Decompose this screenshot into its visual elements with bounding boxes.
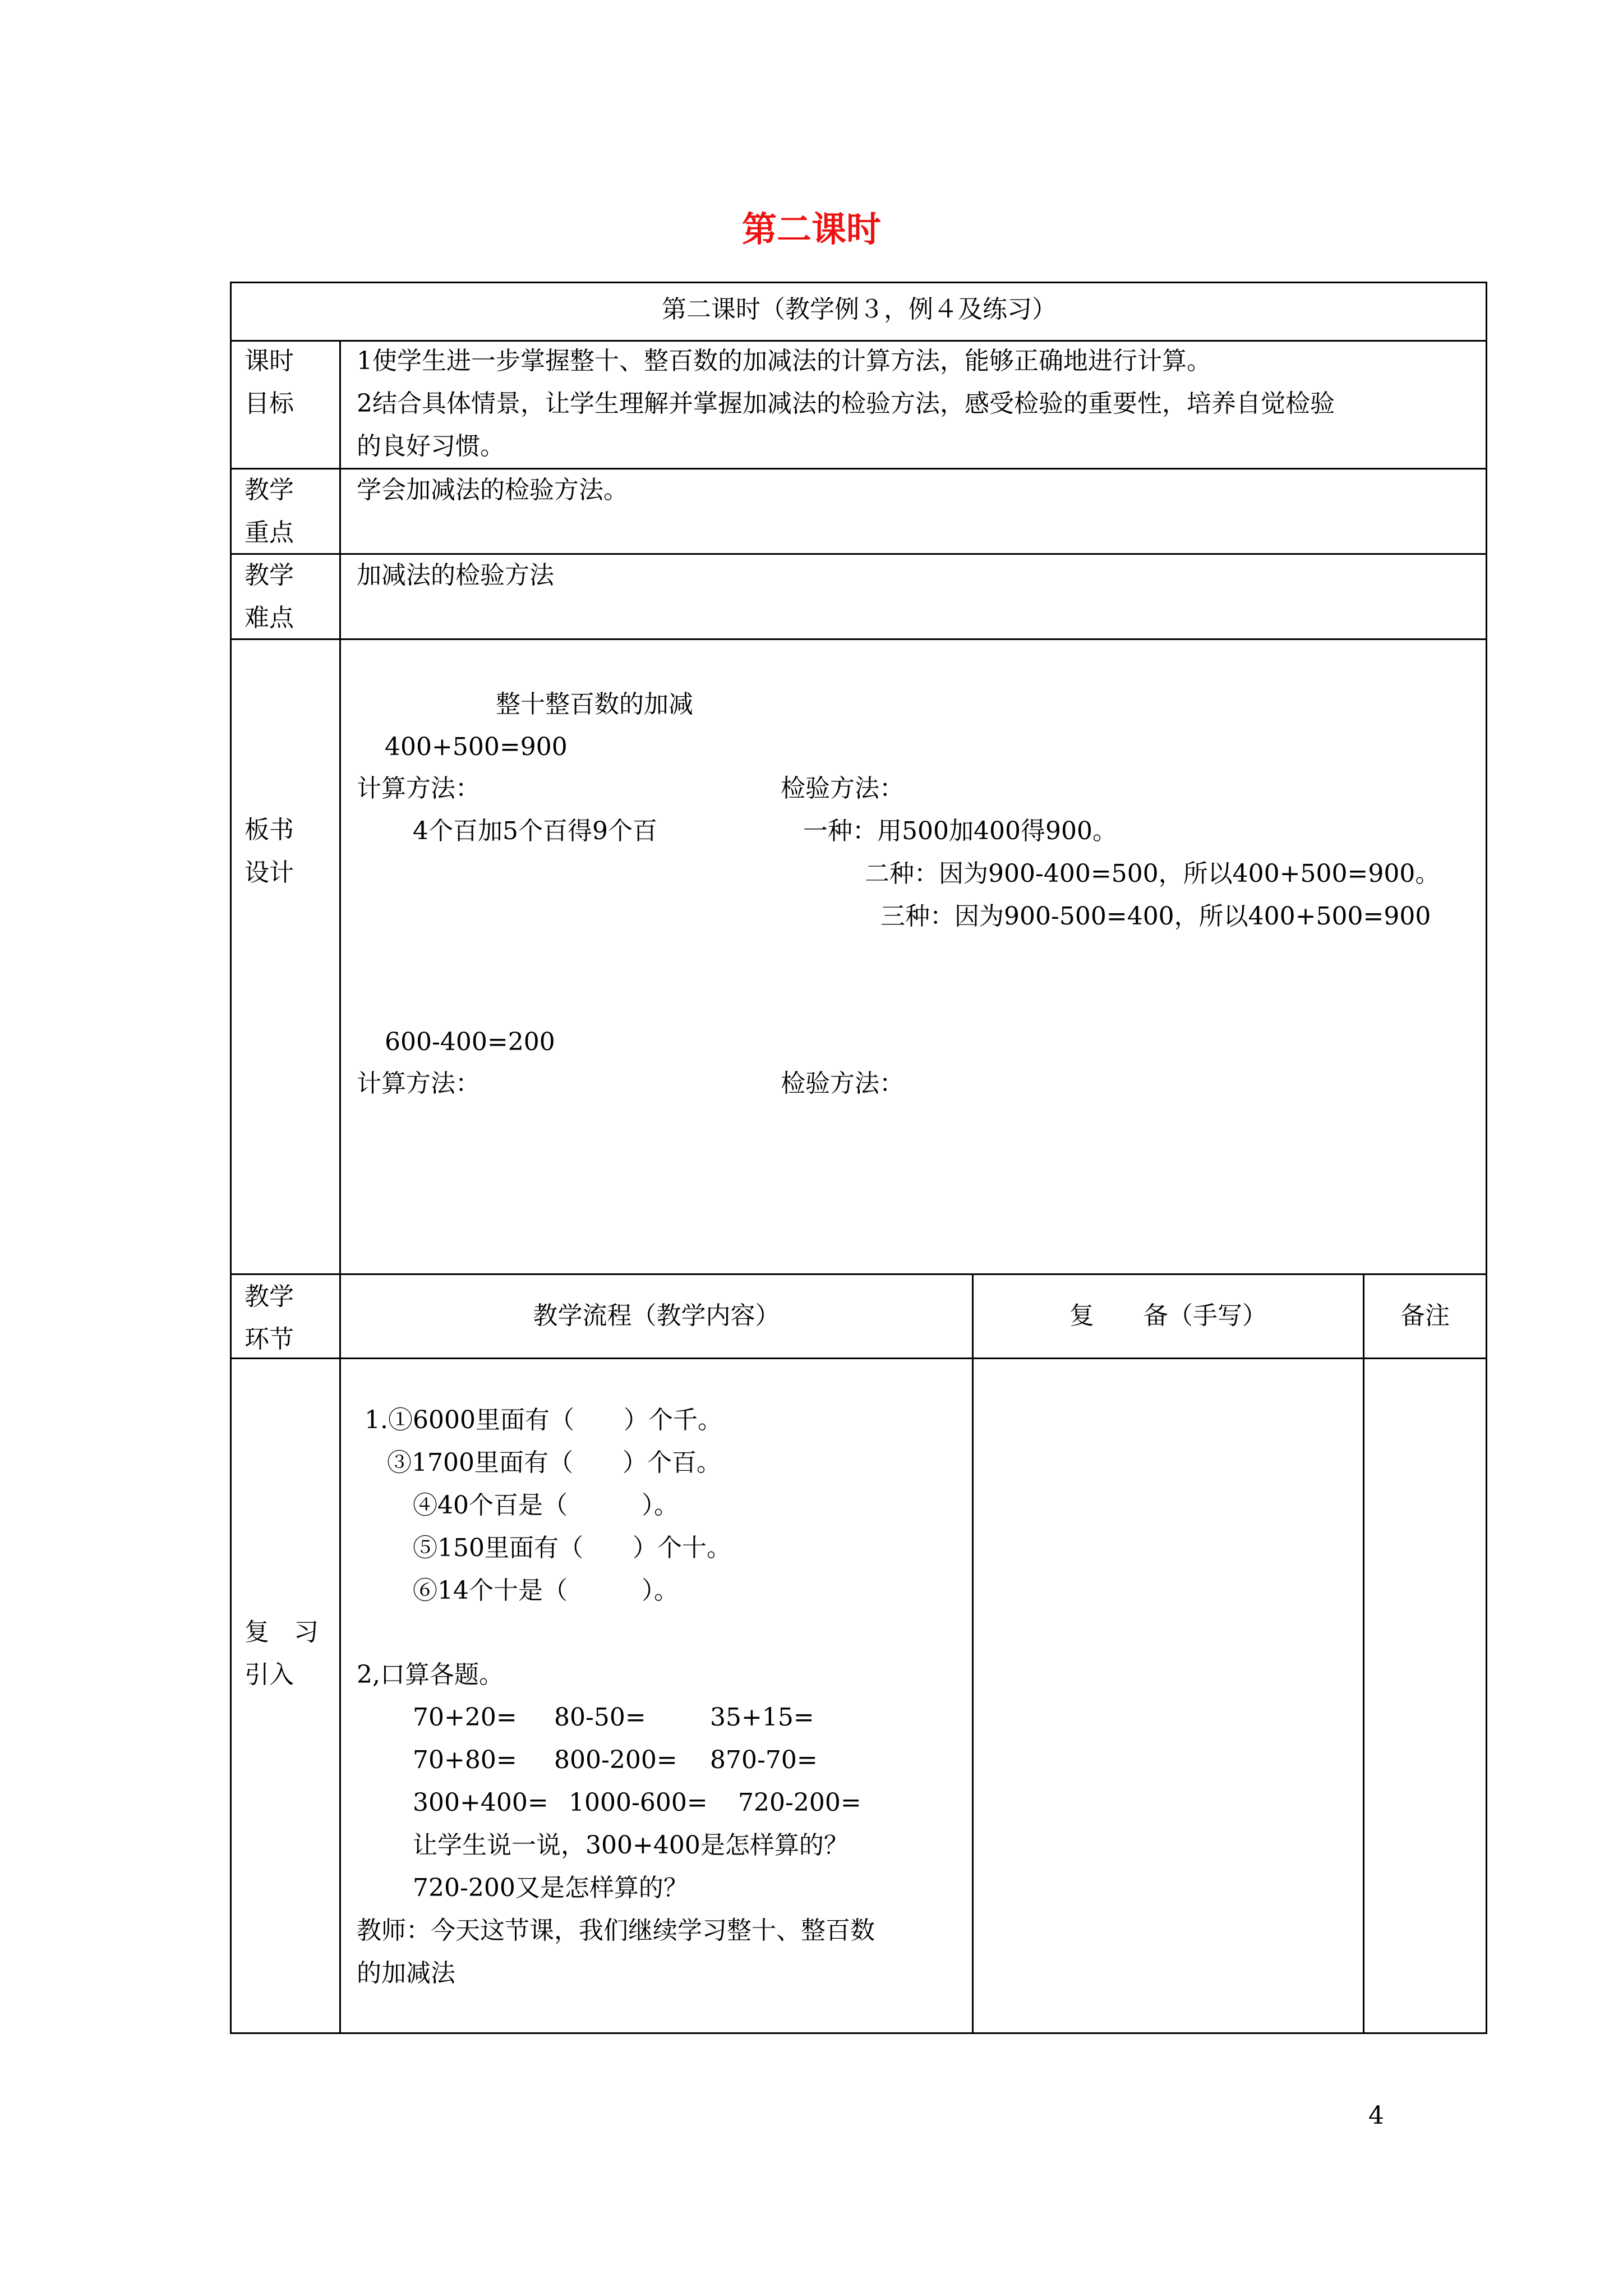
board-label-2: 设计 bbox=[245, 858, 294, 887]
board-equation-2: 600-400=200 bbox=[385, 1028, 555, 1056]
notes-header: 备注 bbox=[1400, 1301, 1450, 1330]
discussion-prompt-1: 让学生说一说，300+400是怎样算的？ bbox=[413, 1831, 849, 1860]
objective-line-1: 1使学生进一步掌握整十、整百数的加减法的计算方法，能够正确地进行计算。 bbox=[357, 347, 1211, 375]
difficulty-label-2: 难点 bbox=[245, 604, 294, 632]
objective-line-2: 2结合具体情景，让学生理解并掌握加减法的检验方法，感受检验的重要性，培养自觉检验 bbox=[357, 389, 1335, 418]
table-header: 第二课时（教学例３，例４及练习） bbox=[662, 295, 1057, 324]
keypoint-label-2: 重点 bbox=[245, 518, 294, 547]
review-label-1: 复 习 bbox=[245, 1618, 319, 1646]
question2-title: 2,口算各题。 bbox=[357, 1660, 504, 1689]
row-divider-columns bbox=[231, 1358, 1487, 1359]
label-column-divider bbox=[339, 340, 341, 2034]
page-number: 4 bbox=[1368, 2101, 1384, 2130]
question1-line-2: ③1700里面有（ ）个百。 bbox=[387, 1448, 721, 1477]
question1-line-5: ⑥14个十是（ ）。 bbox=[413, 1576, 679, 1605]
board-check-method-1: 一种：用500加400得900。 bbox=[803, 817, 1117, 845]
board-label-1: 板书 bbox=[245, 816, 294, 844]
board-heading: 整十整百数的加减 bbox=[496, 690, 693, 719]
row-divider-header bbox=[231, 340, 1487, 342]
difficulty-label-1: 教学 bbox=[245, 561, 294, 590]
review-label-2: 引入 bbox=[245, 1660, 294, 1689]
teacher-line-2: 的加减法 bbox=[357, 1959, 455, 1987]
objectives-label-1: 课时 bbox=[245, 347, 294, 375]
review-column-divider bbox=[972, 1273, 974, 2034]
objective-line-3: 的良好习惯。 bbox=[357, 432, 505, 461]
keypoint-text: 学会加减法的检验方法。 bbox=[357, 476, 628, 504]
board-check-method-2: 二种：因为900-400=500，所以400+500=900。 bbox=[865, 859, 1440, 888]
mental-math-r3-c: 720-200= bbox=[738, 1788, 861, 1817]
row-divider-board bbox=[231, 1273, 1487, 1275]
board-check-label-1: 检验方法： bbox=[781, 774, 904, 803]
difficulty-text: 加减法的检验方法 bbox=[357, 561, 554, 590]
question1-line-4: ⑤150里面有（ ）个十。 bbox=[413, 1534, 731, 1562]
question1-line-1: 1.①6000里面有（ ）个千。 bbox=[365, 1406, 722, 1434]
notes-column-divider bbox=[1363, 1273, 1364, 2034]
row-divider-keypoint bbox=[231, 553, 1487, 555]
mental-math-r3-b: 1000-600= bbox=[569, 1788, 708, 1817]
mental-math-r3-a: 300+400= bbox=[413, 1788, 548, 1817]
segment-header-2: 环节 bbox=[245, 1325, 294, 1354]
process-header: 教学流程（教学内容） bbox=[533, 1301, 780, 1330]
board-check-label-2: 检验方法： bbox=[781, 1069, 904, 1098]
mental-math-r2-a: 70+80= bbox=[413, 1746, 517, 1774]
discussion-prompt-2: 720-200又是怎样算的？ bbox=[413, 1874, 688, 1902]
board-check-method-3: 三种：因为900-500=400，所以400+500=900 bbox=[880, 902, 1431, 931]
teacher-line-1: 教师：今天这节课，我们继续学习整十、整百数 bbox=[357, 1916, 875, 1945]
table-border-left bbox=[230, 282, 232, 2034]
objectives-label-2: 目标 bbox=[245, 389, 294, 418]
review-header: 复 备（手写） bbox=[1069, 1301, 1267, 1330]
table-border-bottom bbox=[231, 2032, 1487, 2034]
segment-header-1: 教学 bbox=[245, 1282, 294, 1311]
mental-math-r1-c: 35+15= bbox=[710, 1703, 814, 1732]
mental-math-r2-b: 800-200= bbox=[554, 1746, 677, 1774]
board-equation-1: 400+500=900 bbox=[385, 733, 568, 761]
row-divider-difficulty bbox=[231, 638, 1487, 640]
mental-math-r1-b: 80-50= bbox=[554, 1703, 646, 1732]
question1-line-3: ④40个百是（ ）。 bbox=[413, 1491, 679, 1520]
board-calc-label-2: 计算方法： bbox=[357, 1069, 480, 1098]
row-divider-objectives bbox=[231, 468, 1487, 470]
mental-math-r1-a: 70+20= bbox=[413, 1703, 517, 1732]
board-calc-label-1: 计算方法： bbox=[357, 774, 480, 803]
keypoint-label-1: 教学 bbox=[245, 476, 294, 504]
board-calc-text-1: 4个百加5个百得9个百 bbox=[413, 817, 657, 845]
table-border-top bbox=[231, 282, 1487, 283]
table-border-right bbox=[1486, 282, 1487, 2034]
mental-math-r2-c: 870-70= bbox=[710, 1746, 818, 1774]
page-title: 第二课时 bbox=[741, 209, 881, 250]
